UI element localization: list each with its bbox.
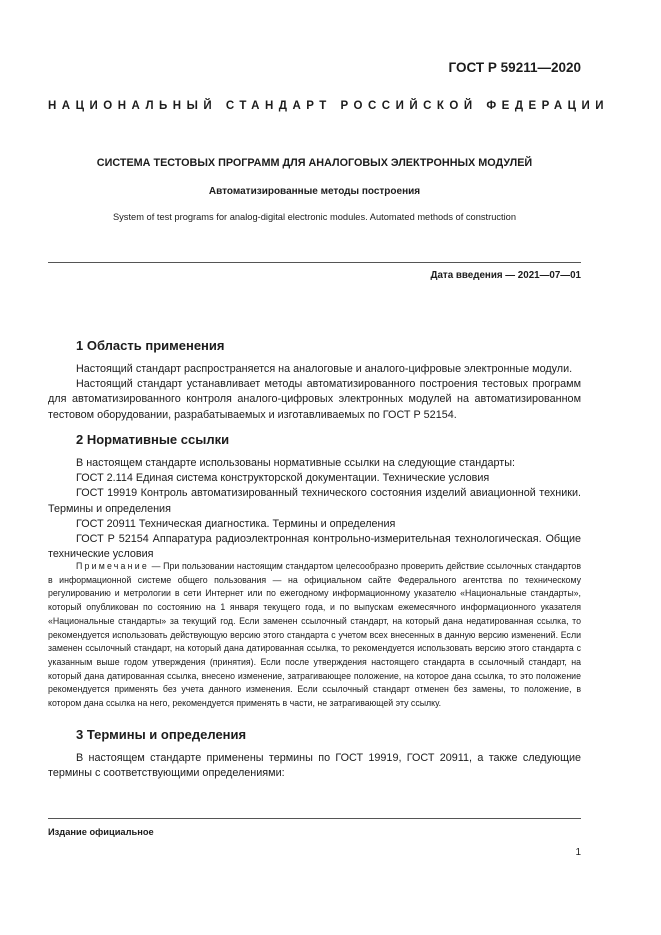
section-normative-references-body (48, 456, 581, 562)
note-text: — При пользовании настоящим стандартом целесообразно проверить действие ссылочных стандартов в информационной системе общего пользования — на официальном сайте Федерального агентства по техническому регулированию и метрологии в сети Интернет или по ежегодному информационному указателю «Национальные стандарты», который опубликован по состоянию на 1 января текущего года, и по выпускам ежемесячного информационного указателя «Национальные стандарты» за текущий год. Если заменен ссылочный стандарт, на который дана недатированная ссылка, то рекомендуется использовать действующую версию этого стандарта с учетом всех внесенных в данную версию изменений. Если заменен ссылочный стандарт, на который дана датированная ссылка, то рекомендуется использовать версию этого стандарта с указанным выше годом утверждения (принятия). Если после утверждения настоящего стандарта в ссылочный стандарт, на который дана датированная ссылка, внесено изменение, затрагивающее положение, на которое дана ссылка, то это положение рекомендуется применять без учета данного изменения. Если ссылочный стандарт отменен без замены, то положение, в котором дана ссылка на него, рекомендуется применять в части, не затрагивающей эту ссылку. (48, 561, 581, 709)
references-note (48, 560, 581, 711)
reference-item: ГОСТ 20911 Техническая диагностика. Термины и определения (76, 517, 396, 530)
paragraph: Настоящий стандарт распространяется на аналоговые и аналого-цифровые электронные модули. (76, 363, 573, 375)
title-divider (48, 262, 581, 263)
section-scope-body (48, 362, 581, 423)
section-heading-normative-references: 2 Нормативные ссылки (76, 432, 230, 447)
document-title: СИСТЕМА ТЕСТОВЫХ ПРОГРАММ ДЛЯ АНАЛОГОВЫХ ЭЛЕКТРОННЫХ МОДУЛЕЙ (96, 157, 533, 169)
footer-divider (48, 818, 581, 819)
reference-item: ГОСТ 19919 Контроль автоматизированный технического состояния изделий авиационной техники. Термины и определения (48, 487, 581, 515)
section-heading-terms: 3 Термины и определения (76, 727, 247, 742)
introduction-date: Дата введения — 2021—07—01 (430, 270, 581, 281)
document-subtitle: Автоматизированные методы построения (208, 186, 421, 197)
section-heading-scope: 1 Область применения (76, 338, 225, 353)
section-terms-body (48, 751, 581, 781)
document-number: ГОСТ Р 59211—2020 (448, 60, 581, 75)
paragraph: В настоящем стандарте применены термины по ГОСТ 19919, ГОСТ 20911, а также следующие термины с соответствующими определениями: (48, 752, 581, 780)
document-title-english: System of test programs for analog-digital electronic modules. Automated methods of construction (112, 212, 517, 222)
paragraph: В настоящем стандарте использованы нормативные ссылки на следующие стандарты: (76, 457, 515, 469)
reference-item: ГОСТ 2.114 Единая система конструкторской документации. Технические условия (76, 472, 490, 485)
national-standard-heading: НАЦИОНАЛЬНЫЙ СТАНДАРТ РОССИЙСКОЙ ФЕДЕРАЦИИ (48, 100, 610, 112)
note-label: Примечание (76, 561, 149, 571)
page-number: 1 (575, 847, 581, 858)
official-edition-label: Издание официальное (48, 827, 154, 837)
reference-item: ГОСТ Р 52154 Аппаратура радиоэлектронная контрольно-измерительная технологическая. Общие технические условия (48, 533, 581, 561)
paragraph: Настоящий стандарт устанавливает методы автоматизированного построения тестовых программ для автоматизированного контроля аналого-цифровых электронных модулей на автоматизированном тестовом оборудовании, разрабатываемых и изготавливаемых по ГОСТ Р 52154. (48, 378, 581, 421)
